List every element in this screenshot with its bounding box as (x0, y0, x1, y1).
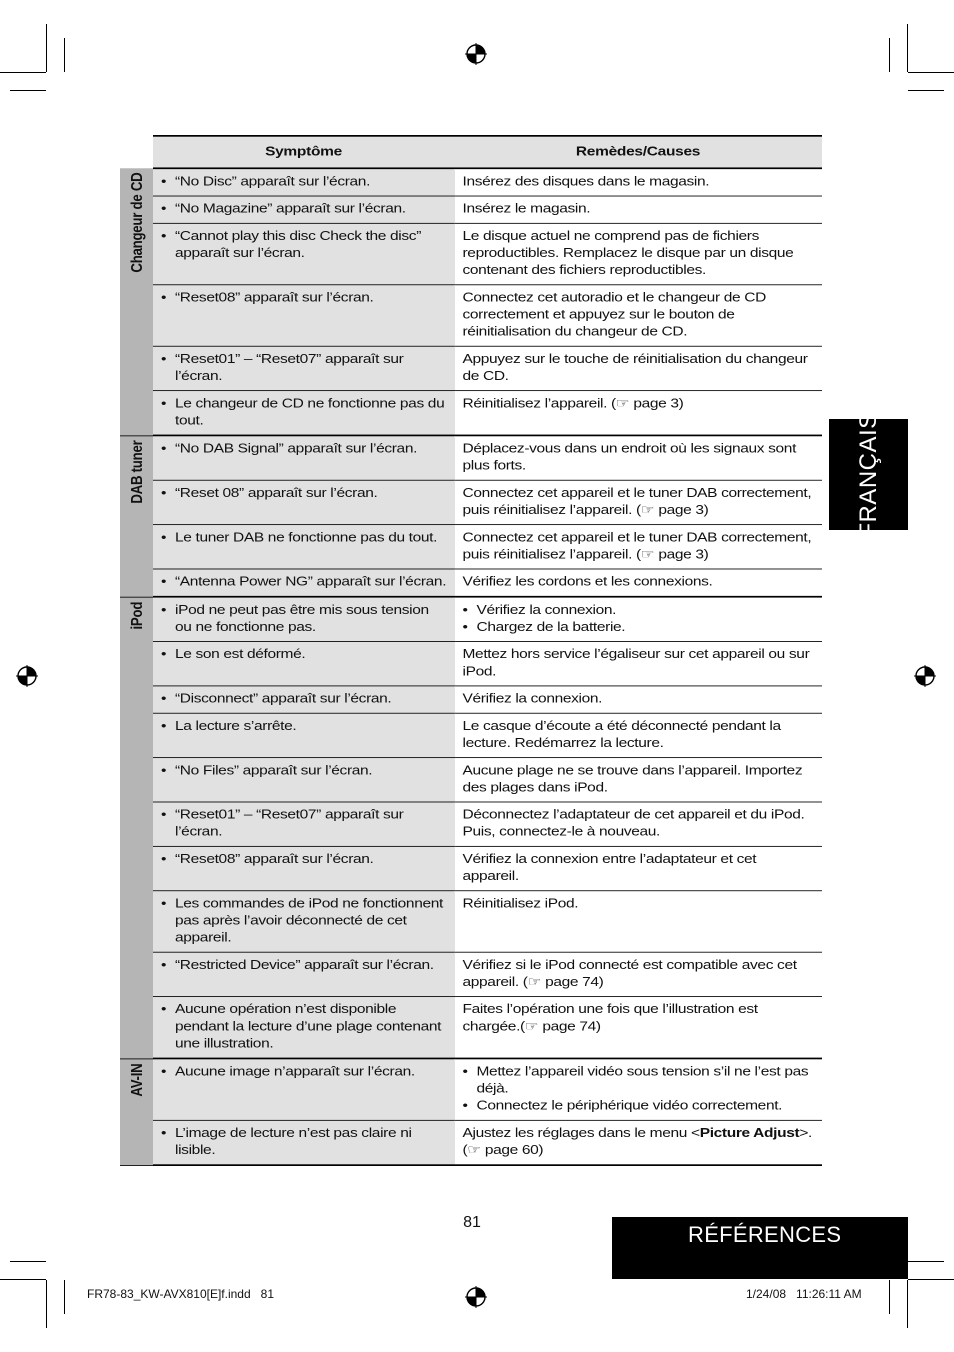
table-row (120, 525, 822, 569)
crop-mark (0, 1279, 46, 1280)
remedy-text: Déconnectez l’adaptateur de cet appareil et du iPod. Puis, connectez-le à nouveau. (462, 807, 805, 840)
remedy-cell (454, 758, 822, 802)
symptom-text: “No DAB Signal” apparaît sur l’écran. (175, 441, 418, 456)
registration-mark-icon (465, 43, 487, 65)
remedy-cell (454, 196, 822, 223)
symptom-cell (153, 480, 454, 524)
remedy-cell (454, 480, 822, 524)
remedy-cell (454, 597, 822, 642)
category-label: DAB tuner (129, 440, 146, 504)
bullet-icon: • (161, 1125, 167, 1141)
remedy-cell (454, 1058, 822, 1120)
remedy-text: Vérifiez si le iPod connecté est compatible avec cet appareil. (☞ page 74) (462, 957, 797, 990)
remedy-cell (454, 569, 822, 597)
symptom-cell (153, 196, 454, 223)
language-tab-label: FRANÇAIS (854, 411, 882, 538)
crop-mark (64, 1280, 65, 1314)
table-row (120, 346, 822, 390)
remedy-text: Le casque d’écoute a été déconnecté pendant la lecture. Redémarrez la lecture. (462, 718, 781, 751)
bullet-icon: • (161, 351, 167, 367)
table-row (120, 196, 822, 223)
remedy-cell (454, 891, 822, 952)
page-number: 81 (463, 1214, 481, 1231)
crop-mark (10, 1261, 46, 1262)
table-row (120, 802, 822, 846)
category-label: Changeur de CD (129, 172, 146, 273)
table-row (120, 846, 822, 890)
symptom-cell (153, 713, 454, 757)
footer-timestamp: 1/24/08 11:26:11 AM (746, 1287, 862, 1301)
remedy-cell (454, 391, 822, 436)
remedy-text: Connectez cet appareil et le tuner DAB correctement, puis réinitialisez l’appareil. (☞ page 3) (462, 530, 812, 562)
remedy-cell (454, 525, 822, 569)
symptom-text: Le son est déformé. (175, 647, 306, 662)
symptom-text: “Restricted Device” apparaît sur l’écran. (175, 957, 434, 973)
bullet-icon: • (161, 441, 167, 456)
symptom-cell (153, 597, 454, 642)
remedy-cell (454, 686, 822, 713)
symptom-column-header: Symptôme (153, 136, 454, 168)
crop-mark (908, 1261, 944, 1262)
remedy-column-header: Remèdes/Causes (454, 136, 822, 168)
bullet-icon: • (161, 1002, 167, 1017)
bullet-icon: • (161, 530, 167, 545)
remedy-cell (454, 285, 822, 346)
symptom-cell (153, 525, 454, 569)
remedy-text: Mettez l’appareil vidéo sous tension s’il ne l’est pas déjà. (476, 1064, 809, 1097)
symptom-cell (153, 1120, 454, 1165)
bullet-icon: • (161, 602, 167, 618)
remedy-text: Connectez cet appareil et le tuner DAB correctement, puis réinitialisez l’appareil. (☞ page 3) (462, 485, 812, 518)
table-row (120, 1120, 822, 1165)
bullet-icon: • (161, 228, 167, 244)
remedy-text: Insérez des disques dans le magasin. (462, 174, 710, 189)
table-row (120, 285, 822, 346)
bullet-icon: • (161, 574, 167, 590)
category-label-cell (120, 1058, 153, 1165)
symptom-cell (153, 435, 454, 480)
bullet-icon: • (161, 691, 167, 706)
remedy-text: Vérifiez la connexion. (462, 691, 603, 706)
symptom-text: “No Disc” apparaît sur l’écran. (175, 174, 371, 189)
symptom-text: Aucune image n’apparaît sur l’écran. (175, 1064, 415, 1079)
troubleshooting-table (120, 135, 822, 1166)
table-row (120, 758, 822, 802)
bullet-icon: • (161, 174, 167, 189)
symptom-cell (153, 391, 454, 436)
table-row (120, 168, 822, 196)
remedy-cell (454, 802, 822, 846)
symptom-cell (153, 569, 454, 597)
crop-mark (64, 38, 65, 72)
crop-mark (0, 72, 46, 73)
symptom-cell (153, 346, 454, 390)
remedy-cell (454, 223, 822, 284)
table-row (120, 391, 822, 436)
symptom-cell (153, 846, 454, 890)
remedy-text: Insérez le magasin. (462, 201, 591, 217)
remedy-cell (454, 1120, 822, 1165)
table-row (120, 569, 822, 597)
symptom-text: “Cannot play this disc Check the disc” apparaît sur l’écran. (175, 228, 422, 261)
category-label-cell (120, 597, 153, 1059)
symptom-cell (153, 952, 454, 996)
bullet-icon: • (462, 1064, 468, 1079)
remedy-text: Réinitialisez iPod. (462, 896, 579, 911)
remedy-cell (454, 435, 822, 480)
crop-mark (908, 1279, 954, 1280)
table-row (120, 1058, 822, 1120)
bullet-icon: • (161, 1064, 167, 1079)
bullet-icon: • (161, 396, 167, 411)
remedy-text: Vérifiez les cordons et les connexions. (462, 574, 713, 590)
symptom-cell (153, 285, 454, 346)
symptom-cell (153, 758, 454, 802)
table-row (120, 891, 822, 952)
symptom-cell (153, 1058, 454, 1120)
crop-mark (907, 1280, 908, 1328)
bullet-icon: • (161, 957, 167, 973)
symptom-text: “Disconnect” apparaît sur l’écran. (175, 691, 392, 706)
table-row (120, 713, 822, 757)
category-label-cell (120, 168, 153, 435)
remedy-cell (454, 952, 822, 996)
symptom-text: “Antenna Power NG” apparaît sur l’écran. (175, 574, 447, 590)
menu-name: Picture Adjust (699, 1125, 800, 1141)
bullet-icon: • (161, 290, 167, 305)
crop-mark (889, 38, 890, 72)
table-row (120, 597, 822, 642)
symptom-text: “No Files” apparaît sur l’écran. (175, 763, 373, 778)
symptom-cell (153, 686, 454, 713)
language-tab (829, 411, 908, 538)
symptom-text: “Reset 08” apparaît sur l’écran. (175, 485, 378, 501)
remedy-cell (454, 713, 822, 757)
remedy-text: Le disque actuel ne comprend pas de fichiers reproductibles. Remplacez le disque par un disque contenant des fichiers reproductibles. (462, 228, 794, 278)
registration-mark-icon (16, 665, 38, 687)
symptom-text: Le changeur de CD ne fonctionne pas du tout. (175, 396, 445, 428)
symptom-cell (153, 223, 454, 284)
header-spacer (120, 136, 153, 168)
table-row (120, 480, 822, 524)
symptom-cell (153, 168, 454, 196)
crop-mark (907, 24, 908, 72)
bullet-icon: • (161, 718, 167, 734)
section-tab-label: RÉFÉRENCES (688, 1222, 842, 1247)
symptom-text: Le tuner DAB ne fonctionne pas du tout. (175, 530, 438, 545)
remedy-cell (454, 168, 822, 196)
symptom-cell (153, 891, 454, 952)
symptom-text: La lecture s’arrête. (175, 718, 297, 734)
remedy-text: Connectez cet autoradio et le changeur de CD correctement et appuyez sur le bouton de réinitialisation du changeur de CD. (462, 290, 766, 339)
remedy-text: Appuyez sur le touche de réinitialisation du changeur de CD. (462, 351, 808, 384)
category-label: iPod (129, 601, 146, 630)
remedy-text: Réinitialisez l’appareil. (☞ page 3) (462, 396, 684, 411)
symptom-cell (153, 802, 454, 846)
symptom-text: iPod ne peut pas être mis sous tension ou ne fonctionne pas. (175, 602, 429, 635)
table-row (120, 997, 822, 1059)
table-header-row (120, 136, 822, 168)
bullet-icon: • (161, 201, 167, 217)
table-row (120, 686, 822, 713)
crop-mark (46, 1280, 47, 1328)
crop-mark (908, 72, 954, 73)
bullet-icon: • (462, 619, 468, 635)
remedy-cell (454, 846, 822, 890)
remedy-text: Déplacez-vous dans un endroit où les signaux sont plus forts. (462, 441, 797, 473)
category-label-cell (120, 435, 153, 596)
category-label: AV-IN (129, 1063, 146, 1097)
remedy-cell (454, 642, 822, 686)
crop-mark (908, 90, 944, 91)
footer-file-info: FR78-83_KW-AVX810[E]f.indd 81 (87, 1287, 274, 1301)
bullet-icon: • (462, 602, 468, 618)
symptom-text: Les commandes de iPod ne fonctionnent pas après l’avoir déconnecté de cet appareil. (175, 896, 443, 945)
symptom-cell (153, 997, 454, 1059)
remedy-text: Aucune plage ne se trouve dans l’appareil. Importez des plages dans iPod. (462, 763, 803, 795)
table-row (120, 435, 822, 480)
symptom-text: “Reset08” apparaît sur l’écran. (175, 290, 374, 305)
remedy-text: Faites l’opération une fois que l’illustration est chargée.(☞ page 74) (462, 1002, 758, 1034)
symptom-cell (153, 642, 454, 686)
table-row (120, 952, 822, 996)
bullet-icon: • (161, 851, 167, 867)
symptom-text: “Reset08” apparaît sur l’écran. (175, 851, 374, 867)
symptom-text: Aucune opération n’est disponible pendant la lecture d’une plage contenant une illustration. (175, 1002, 442, 1051)
symptom-text: “Reset01” – “Reset07” apparaît sur l’écran. (175, 351, 404, 384)
registration-mark-icon (914, 665, 936, 687)
bullet-icon: • (462, 1098, 468, 1114)
table-row (120, 642, 822, 686)
symptom-text: L’image de lecture n’est pas claire ni lisible. (175, 1125, 412, 1158)
remedy-text: Ajustez les réglages dans le menu < (462, 1125, 700, 1141)
section-tab (612, 1217, 908, 1279)
bullet-icon: • (161, 763, 167, 778)
bullet-icon: • (161, 896, 167, 911)
symptom-text: “Reset01” – “Reset07” apparaît sur l’écran. (175, 807, 404, 840)
bullet-icon: • (161, 807, 167, 823)
bullet-icon: • (161, 647, 167, 662)
table-row (120, 223, 822, 284)
remedy-text: Connectez le périphérique vidéo correctement. (476, 1098, 783, 1114)
remedy-cell (454, 346, 822, 390)
bullet-icon: • (161, 485, 167, 501)
remedy-text: Chargez de la batterie. (476, 619, 626, 635)
symptom-text: “No Magazine” apparaît sur l’écran. (175, 201, 406, 217)
remedy-text: >. (☞ page 60) (462, 1125, 812, 1158)
crop-mark (10, 90, 46, 91)
remedy-text: Vérifiez la connexion. (476, 602, 617, 618)
remedy-text: Vérifiez la connexion entre l’adaptateur et cet appareil. (462, 851, 757, 884)
registration-mark-icon (465, 1286, 487, 1308)
remedy-text: Mettez hors service l’égaliseur sur cet appareil ou sur iPod. (462, 647, 810, 679)
remedy-cell (454, 997, 822, 1059)
crop-mark (889, 1280, 890, 1314)
crop-mark (46, 24, 47, 72)
